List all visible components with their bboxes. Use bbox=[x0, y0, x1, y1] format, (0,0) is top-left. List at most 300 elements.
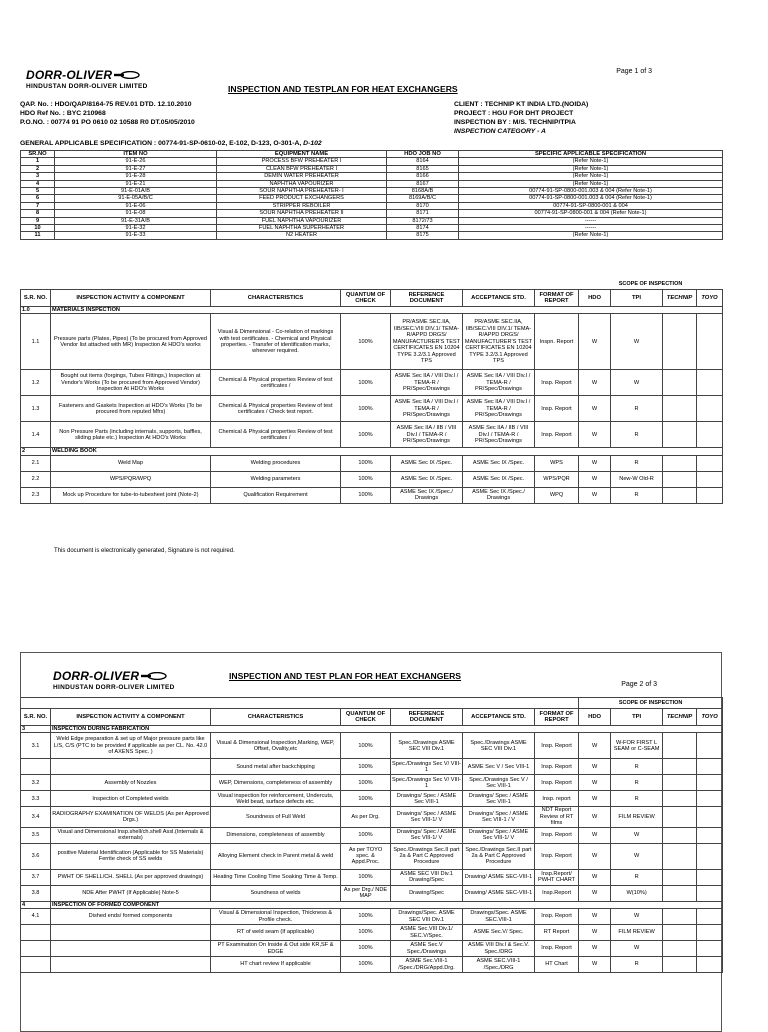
plan-quantum: 100% bbox=[341, 455, 391, 471]
plan-characteristics: Visual & Dimensional Inspection, Thickness & Profile check. bbox=[211, 909, 341, 925]
plan-quantum: 100% bbox=[341, 869, 391, 885]
plan-toyo bbox=[697, 869, 723, 885]
plan-row bbox=[21, 957, 723, 973]
plan-col-header-activity: INSPECTION ACTIVITY & COMPONENT bbox=[51, 709, 211, 726]
plan-activity: PWHT OF SHELL/CH. SHELL (As per approved drawings) bbox=[51, 869, 211, 885]
equipment-cell: 00774-91-SP-0800-001.003 & 004 (Refer Note-1) bbox=[459, 195, 723, 202]
equipment-row bbox=[21, 188, 723, 195]
plan-quantum: 100% bbox=[341, 791, 391, 807]
plan-characteristics: Chemical & Physical properties Review of test certificates / bbox=[211, 422, 341, 448]
header-left: QAP. No. : HDO/QAP/8164-75 REV.01 DTD. 12.10.2010 HDO Ref No. : BYC 210968 P.O.NO. : 00774 91 PO 0610 02 10588 R0 DT.05/05/2010 bbox=[20, 101, 195, 126]
equipment-cell: 91-E-21 bbox=[55, 180, 217, 187]
page-number: Page 1 of 3 bbox=[616, 68, 652, 75]
plan-toyo bbox=[697, 941, 723, 957]
plan-tpi: FILM REVIEW bbox=[611, 925, 663, 941]
plan-characteristics: HT chart review If applicable bbox=[211, 957, 341, 973]
plan-row bbox=[21, 909, 723, 925]
plan-format: Insp.Report bbox=[535, 885, 579, 901]
plan-activity: Weld Map bbox=[51, 455, 211, 471]
plan-tpi: W bbox=[611, 941, 663, 957]
plan-quantum: 100% bbox=[341, 957, 391, 973]
plan-tpi: W(10%) bbox=[611, 885, 663, 901]
plan-quantum: 100% bbox=[341, 487, 391, 503]
equipment-cell: 91-E-26 bbox=[55, 158, 217, 165]
plan-tpi: W-FOR FIRST L SEAM or C-SEAM bbox=[611, 733, 663, 759]
plan-quantum: 100% bbox=[341, 925, 391, 941]
plan-acceptance: Drawings/ Spec / ASME Sec VIII-1 bbox=[463, 791, 535, 807]
plan-tpi: FILM REVIEW bbox=[611, 807, 663, 827]
equipment-cell: 91-E-01A/B bbox=[55, 188, 217, 195]
plan-format: Insp. Report bbox=[535, 396, 579, 422]
plan-col-header-ref: REFERENCE DOCUMENT bbox=[391, 709, 463, 726]
plan-quantum: 100% bbox=[341, 827, 391, 843]
plan-toyo bbox=[697, 733, 723, 759]
plan-col-header-activity: INSPECTION ACTIVITY & COMPONENT bbox=[51, 290, 211, 307]
plan-format: Insp. Report bbox=[535, 733, 579, 759]
plan-row bbox=[21, 827, 723, 843]
logo-arrow-icon bbox=[114, 71, 140, 79]
equipment-col-header: SPECIFIC APPLICABLE SPECIFICATION bbox=[459, 151, 723, 158]
equipment-row bbox=[21, 165, 723, 172]
plan-col-header-technip: TECHNIP bbox=[663, 709, 697, 726]
plan-format: Insp. Report bbox=[535, 827, 579, 843]
plan-toyo bbox=[697, 925, 723, 941]
plan-toyo bbox=[697, 791, 723, 807]
equipment-cell: ------ bbox=[459, 217, 723, 224]
plan-sr-no: 1.4 bbox=[21, 422, 51, 448]
equipment-cell: N2 HEATER bbox=[217, 232, 387, 239]
plan-row bbox=[21, 941, 723, 957]
plan-technip bbox=[663, 370, 697, 396]
company-logo: DORR-OLIVER HINDUSTAN DORR-OLIVER LIMITED bbox=[26, 68, 148, 90]
plan-format: Insp.Report/ PWHT CHART bbox=[535, 869, 579, 885]
equipment-row bbox=[21, 180, 723, 187]
equipment-cell: FUEL NAPHTHA VAPOURIZER bbox=[217, 217, 387, 224]
equipment-cell: 00774-91-SP-0800-001 & 004 bbox=[459, 202, 723, 209]
equipment-cell: 8164 bbox=[387, 158, 459, 165]
plan-acceptance: ASME Sec IX /Spec. bbox=[463, 471, 535, 487]
equipment-cell: ------ bbox=[459, 225, 723, 232]
plan-activity bbox=[51, 925, 211, 941]
plan-row bbox=[21, 487, 723, 503]
equipment-cell: (Refer Note-1) bbox=[459, 173, 723, 180]
equipment-row bbox=[21, 202, 723, 209]
equipment-cell: 8172/73 bbox=[387, 217, 459, 224]
plan-row bbox=[21, 733, 723, 759]
plan-reference: ASME Sec.VIII Div.1/ SEC.V/Spec. bbox=[391, 925, 463, 941]
plan-reference: Spec./Drawings ASME SEC VIII Div.1 bbox=[391, 733, 463, 759]
plan-section-row: 3 INSPECTION DURING FABRICATION bbox=[21, 726, 723, 733]
plan-technip bbox=[663, 422, 697, 448]
plan-format: Insp. Report bbox=[535, 370, 579, 396]
plan-sr-no: 2.3 bbox=[21, 487, 51, 503]
plan-col-header-char: CHARACTERISTICS bbox=[211, 709, 341, 726]
plan-sr-no: 3.4 bbox=[21, 807, 51, 827]
plan-hdo: W bbox=[579, 807, 611, 827]
plan-section-row: 2 WELDING BOOK bbox=[21, 448, 723, 455]
plan-acceptance: Drawings/Spec. ASME SEC.VIII-1 bbox=[463, 909, 535, 925]
plan-col-header-ref: REFERENCE DOCUMENT bbox=[391, 290, 463, 307]
plan-acceptance: ASME Sec IX /Spec./ Drawings bbox=[463, 487, 535, 503]
plan-reference: Drawing/Spec bbox=[391, 885, 463, 901]
plan-sr-no: 3.3 bbox=[21, 791, 51, 807]
equipment-cell: 91-E-27 bbox=[55, 165, 217, 172]
plan-quantum: 100% bbox=[341, 396, 391, 422]
plan-toyo bbox=[697, 807, 723, 827]
plan-acceptance: ASME Sec IX /Spec. bbox=[463, 455, 535, 471]
equipment-cell: 8174 bbox=[387, 225, 459, 232]
plan-technip bbox=[663, 733, 697, 759]
plan-hdo: W bbox=[579, 759, 611, 775]
document-page-1 bbox=[20, 54, 722, 568]
plan-quantum: 100% bbox=[341, 733, 391, 759]
plan-acceptance: ASME Sec V / Sec VIII-1 bbox=[463, 759, 535, 775]
plan-activity bbox=[51, 759, 211, 775]
plan-reference: Spec./Drawings Sec V/ VIII-1 bbox=[392, 776, 462, 789]
plan-col-header-hdo: HDO bbox=[579, 709, 611, 726]
equipment-cell: STRIPPER REBOILER bbox=[217, 202, 387, 209]
plan-col-header-toyo: TOYO bbox=[697, 290, 723, 307]
document-title: INSPECTION AND TEST PLAN FOR HEAT EXCHANGERS bbox=[229, 671, 462, 681]
plan-reference: ASME Sec.VIII-1 /Spec./DRG/Appd.Drg. bbox=[391, 957, 463, 973]
plan-hdo: W bbox=[579, 957, 611, 973]
plan-sr-no: 3.2 bbox=[21, 775, 51, 791]
plan-reference: ASME Sec.V Spec./Drawings bbox=[391, 941, 463, 957]
plan-format: HT Chart bbox=[535, 957, 579, 973]
equipment-cell: 8 bbox=[21, 210, 55, 217]
plan-acceptance: PR/ASME SEC.IIA, IIB/SEC.VIII DIV.1/ TEMA-R/APPD DRGS/ MANUFACTURER'S TEST CERTIFICATES EN 10204 TYPE 3.2/3.1 Approved TPS bbox=[463, 314, 535, 370]
plan-hdo: W bbox=[579, 733, 611, 759]
plan-hdo: W bbox=[579, 775, 611, 791]
plan-reference: Drawings/ Spec / ASME Sec VIII-1 bbox=[391, 791, 463, 807]
plan-acceptance: Drawings/ Spec / ASME Sec VIII-1 / V bbox=[463, 807, 535, 827]
plan-toyo bbox=[697, 455, 723, 471]
plan-row bbox=[21, 471, 723, 487]
plan-reference: ASME Sec IX /Spec./ Drawings bbox=[391, 487, 463, 503]
plan-tpi: W bbox=[611, 843, 663, 869]
plan-technip bbox=[663, 827, 697, 843]
plan-toyo bbox=[697, 957, 723, 973]
plan-reference: ASME SEC VIII Div.1 Drawing/Spec bbox=[391, 869, 463, 885]
general-spec: GENERAL APPLICABLE SPECIFICATION : 00774-91-SP-0610-02, E-102, D-123, O-301-A, D-102 bbox=[20, 140, 322, 147]
equipment-cell: (Refer Note-1) bbox=[459, 158, 723, 165]
plan-activity: Pressure parts (Plates, Pipes) (To be procured from Approved Vendor list attached with MR) Inspection At HDO's works bbox=[51, 314, 211, 370]
plan-characteristics: Visual & Dimensional - Co-relation of markings with test certificates. - Chemical and Physical properties. - Transfer of identification marks, wherever required. bbox=[211, 314, 341, 370]
equipment-cell: DEMIN WATER PREHEATER bbox=[217, 173, 387, 180]
plan-toyo bbox=[697, 314, 723, 370]
plan-col-header-format: FORMAT OF REPORT bbox=[535, 709, 579, 726]
plan-toyo bbox=[697, 759, 723, 775]
plan-characteristics: Visual & Dimensional Inspection,Marking, WEP, Offset, Ovality,etc bbox=[211, 733, 341, 759]
plan-tpi: R bbox=[611, 791, 663, 807]
plan-row bbox=[21, 759, 723, 775]
plan-col-header-format: FORMAT OF REPORT bbox=[535, 290, 579, 307]
equipment-row bbox=[21, 225, 723, 232]
plan-activity: Assembly of Nozzles bbox=[51, 775, 211, 791]
plan-activity: RADIOGRAPHY EXAMINATION OF WELDS (As per Approved Drgs.) bbox=[51, 807, 211, 827]
equipment-col-header: EQUIPMENT NAME bbox=[217, 151, 387, 158]
plan-format: Insp. report bbox=[535, 791, 579, 807]
plan-activity: Dished ends/ formed components bbox=[51, 909, 211, 925]
plan-hdo: W bbox=[579, 941, 611, 957]
plan-technip bbox=[663, 487, 697, 503]
scope-label: SCOPE OF INSPECTION bbox=[618, 280, 683, 287]
plan-characteristics: Soundness of welds bbox=[211, 885, 341, 901]
plan-format: Inspn. Report bbox=[535, 314, 579, 370]
plan-col-header-sr: S.R. NO. bbox=[21, 709, 51, 726]
plan-hdo: W bbox=[579, 471, 611, 487]
plan-row bbox=[21, 775, 723, 791]
equipment-cell: 2 bbox=[21, 165, 55, 172]
plan-toyo bbox=[697, 396, 723, 422]
plan-row bbox=[21, 885, 723, 901]
plan-tpi: W bbox=[611, 909, 663, 925]
equipment-table bbox=[20, 150, 723, 240]
plan-reference: Drawings/ Spec / ASME Sec VIII-1/ V bbox=[391, 807, 463, 827]
document-page-2 bbox=[20, 652, 722, 1032]
plan-activity: Mock up Procedure for tube-to-tubesheet joint (Note-2) bbox=[51, 487, 211, 503]
plan-activity: WPS/PQR/WPQ bbox=[51, 471, 211, 487]
plan-reference: Spec./Drawings Sec.II part 2a & Part C Approved Procedure bbox=[391, 843, 463, 869]
equipment-cell: 8168A/B bbox=[387, 188, 459, 195]
plan-sr-no: 3.7 bbox=[21, 869, 51, 885]
plan-technip bbox=[663, 455, 697, 471]
plan-tpi: New-W Old-R bbox=[611, 471, 663, 487]
plan-row bbox=[21, 422, 723, 448]
plan-activity bbox=[51, 941, 211, 957]
plan-characteristics: Visual inspection for reinforcement, Undercuts, Weld bead, surface defects etc. bbox=[211, 791, 341, 807]
logo-arrow-icon bbox=[141, 672, 167, 680]
plan-tpi: R bbox=[611, 869, 663, 885]
plan-hdo: W bbox=[579, 422, 611, 448]
plan-row bbox=[21, 843, 723, 869]
plan-hdo: W bbox=[579, 487, 611, 503]
plan-characteristics: Dimensions, completeness of assembly bbox=[211, 827, 341, 843]
plan-characteristics: Welding procedures bbox=[211, 455, 341, 471]
plan-quantum: As per TOYO spec. & Appd.Proc. bbox=[341, 843, 391, 869]
equipment-cell: 8165 bbox=[387, 165, 459, 172]
plan-format: Insp. Report bbox=[535, 422, 579, 448]
plan-reference: PR/ASME SEC.IIA, IIB/SEC.VIII DIV.1/ TEMA-R/APPD DRGS/ MANUFACTURER'S TEST CERTIFICATES EN 10204 TYPE 3.2/3.1 Approved TPS bbox=[391, 314, 463, 370]
plan-tpi: R bbox=[611, 455, 663, 471]
plan-technip bbox=[663, 314, 697, 370]
plan-row bbox=[21, 455, 723, 471]
plan-tpi: R bbox=[611, 422, 663, 448]
plan-sr-no: 3.6 bbox=[21, 843, 51, 869]
plan-tpi: W bbox=[611, 827, 663, 843]
equipment-cell: 5 bbox=[21, 188, 55, 195]
equipment-cell: 91-E-28 bbox=[55, 173, 217, 180]
header-right: CLIENT : TECHNIP KT INDIA LTD.(NOIDA) PROJECT : HGU FOR DHT PROJECT INSPECTION BY : M/S. TECHNIP/TPIA INSPECTION CATEGORY - A bbox=[454, 101, 589, 135]
plan-sr-no bbox=[21, 759, 51, 775]
plan-hdo: W bbox=[579, 396, 611, 422]
equipment-cell: 8175 bbox=[387, 232, 459, 239]
plan-acceptance: ASME Sec IIA / IIB / VIII Div.I / TEMA-R / PR/Spec/Drawings bbox=[463, 422, 535, 448]
plan-tpi: R bbox=[611, 396, 663, 422]
equipment-row bbox=[21, 232, 723, 239]
scope-label: SCOPE OF INSPECTION bbox=[579, 698, 723, 709]
equipment-row bbox=[21, 173, 723, 180]
page-number: Page 2 of 3 bbox=[621, 681, 657, 688]
plan-reference: ASME Sec IIA / VIII Div.I / TEMA-R / PR/Spec/Drawings bbox=[391, 396, 463, 422]
plan-tpi: R bbox=[611, 759, 663, 775]
plan-quantum: As per Drg./ NDE MAP bbox=[341, 885, 391, 901]
plan-characteristics: Chemical & Physical properties Review of test certificates / bbox=[211, 370, 341, 396]
plan-characteristics: RT of weld seam (If applicable) bbox=[211, 925, 341, 941]
plan-hdo: W bbox=[579, 827, 611, 843]
plan-col-header-accept: ACCEPTANCE STD. bbox=[463, 709, 535, 726]
plan-sr-no: 1.1 bbox=[21, 314, 51, 370]
equipment-cell: FUEL NAPHTHA SUPERHEATER bbox=[217, 225, 387, 232]
equipment-cell: 00774-91-SP-0800-001 & 004 (Refer Note-1) bbox=[459, 210, 723, 217]
plan-activity: Non Pressure Parts (including internals, supports, baffles, sliding plate etc.) Inspection At HDO's Works bbox=[51, 422, 211, 448]
plan-quantum: As per Drg. bbox=[341, 807, 391, 827]
plan-tpi: R bbox=[611, 775, 663, 791]
plan-col-header-hdo: HDO bbox=[579, 290, 611, 307]
plan-col-header-quantum: QUANTUM OF CHECK bbox=[341, 709, 391, 726]
plan-tpi: W bbox=[611, 314, 663, 370]
equipment-cell: 8171 bbox=[387, 210, 459, 217]
plan-reference: ASME Sec IIA / VIII Div.I / TEMA-R / PR/Spec/Drawings bbox=[391, 370, 463, 396]
plan-hdo: W bbox=[579, 843, 611, 869]
inspection-plan-table-2 bbox=[20, 697, 723, 973]
plan-hdo: W bbox=[579, 885, 611, 901]
equipment-cell: CLEAN BFW PREHEATER I bbox=[217, 165, 387, 172]
equipment-cell: 8167 bbox=[387, 180, 459, 187]
plan-activity: Bought out items (forgings, Tubes Fittings,) Inspection at Vendor's Works (To be procured from Approved Vendor) Inspection At HDO's Works bbox=[51, 370, 211, 396]
plan-quantum: 100% bbox=[341, 422, 391, 448]
equipment-cell: 7 bbox=[21, 202, 55, 209]
plan-reference: ASME Sec IX /Spec. bbox=[391, 471, 463, 487]
plan-format: Insp. Report bbox=[535, 759, 579, 775]
plan-technip bbox=[663, 791, 697, 807]
equipment-cell: 6 bbox=[21, 195, 55, 202]
plan-technip bbox=[663, 807, 697, 827]
plan-characteristics: Welding parameters bbox=[211, 471, 341, 487]
plan-tpi: R bbox=[611, 957, 663, 973]
plan-acceptance: Drawings/ Spec / ASME Sec VIII-1/ V bbox=[463, 827, 535, 843]
footer-note: This document is electronically generated, Signature is not required. bbox=[54, 548, 235, 554]
plan-col-header-technip: TECHNIP bbox=[663, 290, 697, 307]
plan-toyo bbox=[697, 422, 723, 448]
plan-row bbox=[21, 869, 723, 885]
plan-technip bbox=[663, 957, 697, 973]
plan-format: NDT Report Review of RT films bbox=[535, 807, 579, 827]
plan-format: WPQ bbox=[535, 487, 579, 503]
equipment-cell: (Refer Note-1) bbox=[459, 180, 723, 187]
plan-reference: ASME Sec IIA / IIB / VIII Div.I / TEMA-R / PR/Spec/Drawings bbox=[391, 422, 463, 448]
plan-quantum: 100% bbox=[341, 909, 391, 925]
plan-acceptance: Drawing/ ASME SEC-VIII-1 bbox=[463, 885, 535, 901]
plan-characteristics: Qualification Requirement bbox=[211, 487, 341, 503]
plan-hdo: W bbox=[579, 370, 611, 396]
plan-sr-no: 3.5 bbox=[21, 827, 51, 843]
plan-toyo bbox=[697, 775, 723, 791]
plan-sr-no: 1.3 bbox=[21, 396, 51, 422]
plan-format: RT Report bbox=[535, 925, 579, 941]
plan-sr-no: 1.2 bbox=[21, 370, 51, 396]
plan-activity: positive Material Identification (Applicable for SS Materials) Ferrite check of SS welds bbox=[51, 843, 211, 869]
equipment-cell: 4 bbox=[21, 180, 55, 187]
plan-col-header-accept: ACCEPTANCE STD. bbox=[463, 290, 535, 307]
plan-row bbox=[21, 925, 723, 941]
plan-toyo bbox=[697, 885, 723, 901]
plan-sr-no: 2.1 bbox=[21, 455, 51, 471]
equipment-col-header: ITEM NO bbox=[55, 151, 217, 158]
plan-characteristics: Heating Time Cooling Time Soaking Time & Temp. bbox=[211, 869, 341, 885]
plan-tpi: R bbox=[611, 487, 663, 503]
plan-technip bbox=[663, 843, 697, 869]
plan-section-row: 4 INSPECTION OF FORMED COMPONENT bbox=[21, 901, 723, 908]
equipment-cell: 91-E-08 bbox=[55, 210, 217, 217]
equipment-cell: NAPHTHA VAPOURIZER bbox=[217, 180, 387, 187]
equipment-cell: 91-E-32 bbox=[55, 225, 217, 232]
plan-acceptance: ASME Sec IIA / VIII Div.I / TEMA-R / PR/Spec/Drawings bbox=[463, 370, 535, 396]
plan-col-header-tpi: TPI bbox=[611, 709, 663, 726]
equipment-cell: (Refer Note-1) bbox=[459, 165, 723, 172]
plan-quantum: 100% bbox=[341, 759, 391, 775]
plan-tpi: W bbox=[611, 370, 663, 396]
plan-reference: Spec./Drawings Sec V/ VIII-1 bbox=[392, 760, 462, 773]
equipment-cell: SOUR NAPHTHA PREHEATER II bbox=[217, 210, 387, 217]
plan-hdo: W bbox=[579, 791, 611, 807]
plan-format: Insp. Report bbox=[535, 843, 579, 869]
plan-row bbox=[21, 314, 723, 370]
equipment-row bbox=[21, 217, 723, 224]
plan-format: Insp. Report bbox=[535, 941, 579, 957]
plan-sr-no bbox=[21, 925, 51, 941]
equipment-row bbox=[21, 158, 723, 165]
plan-toyo bbox=[697, 909, 723, 925]
plan-col-header-sr: S.R. NO. bbox=[21, 290, 51, 307]
plan-quantum: 100% bbox=[341, 775, 391, 791]
equipment-col-header: HDO JOB NO bbox=[387, 151, 459, 158]
equipment-cell: (Refer Note-1) bbox=[459, 232, 723, 239]
plan-acceptance: ASME Sec IIA / VIII Div.I / TEMA-R / PR/Spec/Drawings bbox=[463, 396, 535, 422]
equipment-cell: 91-E-31A/B bbox=[55, 217, 217, 224]
plan-acceptance: ASME Sec.V/ Spec. bbox=[463, 925, 535, 941]
plan-format: Insp. Report bbox=[535, 775, 579, 791]
plan-acceptance: Drawing/ ASME SEC-VIII-1 bbox=[463, 869, 535, 885]
plan-hdo: W bbox=[579, 455, 611, 471]
plan-sr-no: 3.8 bbox=[21, 885, 51, 901]
plan-activity bbox=[51, 957, 211, 973]
plan-section-row: 1.0 MATERIALS INSPECTION bbox=[21, 307, 723, 314]
plan-hdo: W bbox=[579, 869, 611, 885]
plan-hdo: W bbox=[579, 925, 611, 941]
plan-technip bbox=[663, 941, 697, 957]
plan-sr-no: 4.1 bbox=[21, 909, 51, 925]
plan-sr-no: 3.1 bbox=[21, 733, 51, 759]
equipment-cell: 91-E-33 bbox=[55, 232, 217, 239]
plan-quantum: 100% bbox=[341, 471, 391, 487]
plan-characteristics: PT Examination On Inside & Out side KR,SF & EDGE bbox=[211, 941, 341, 957]
plan-technip bbox=[663, 396, 697, 422]
plan-characteristics: Alloying Element check in Parent metal & weld bbox=[211, 843, 341, 869]
equipment-cell: FEED PRODUCT EXCHANGERS bbox=[217, 195, 387, 202]
plan-row bbox=[21, 807, 723, 827]
plan-acceptance: Spec./Drawings Sec.II part 2a & Part C Approved Procedure bbox=[463, 843, 535, 869]
plan-technip bbox=[663, 925, 697, 941]
equipment-cell: 9 bbox=[21, 217, 55, 224]
equipment-cell: 1 bbox=[21, 158, 55, 165]
equipment-cell: PROCESS BFW PREHEATER I bbox=[217, 158, 387, 165]
plan-col-header-char: CHARACTERISTICS bbox=[211, 290, 341, 307]
plan-sr-no bbox=[21, 941, 51, 957]
plan-reference: Drawings/Spec. ASME SEC VIII Div.1 bbox=[391, 909, 463, 925]
equipment-cell: 3 bbox=[21, 173, 55, 180]
plan-quantum: 100% bbox=[341, 314, 391, 370]
